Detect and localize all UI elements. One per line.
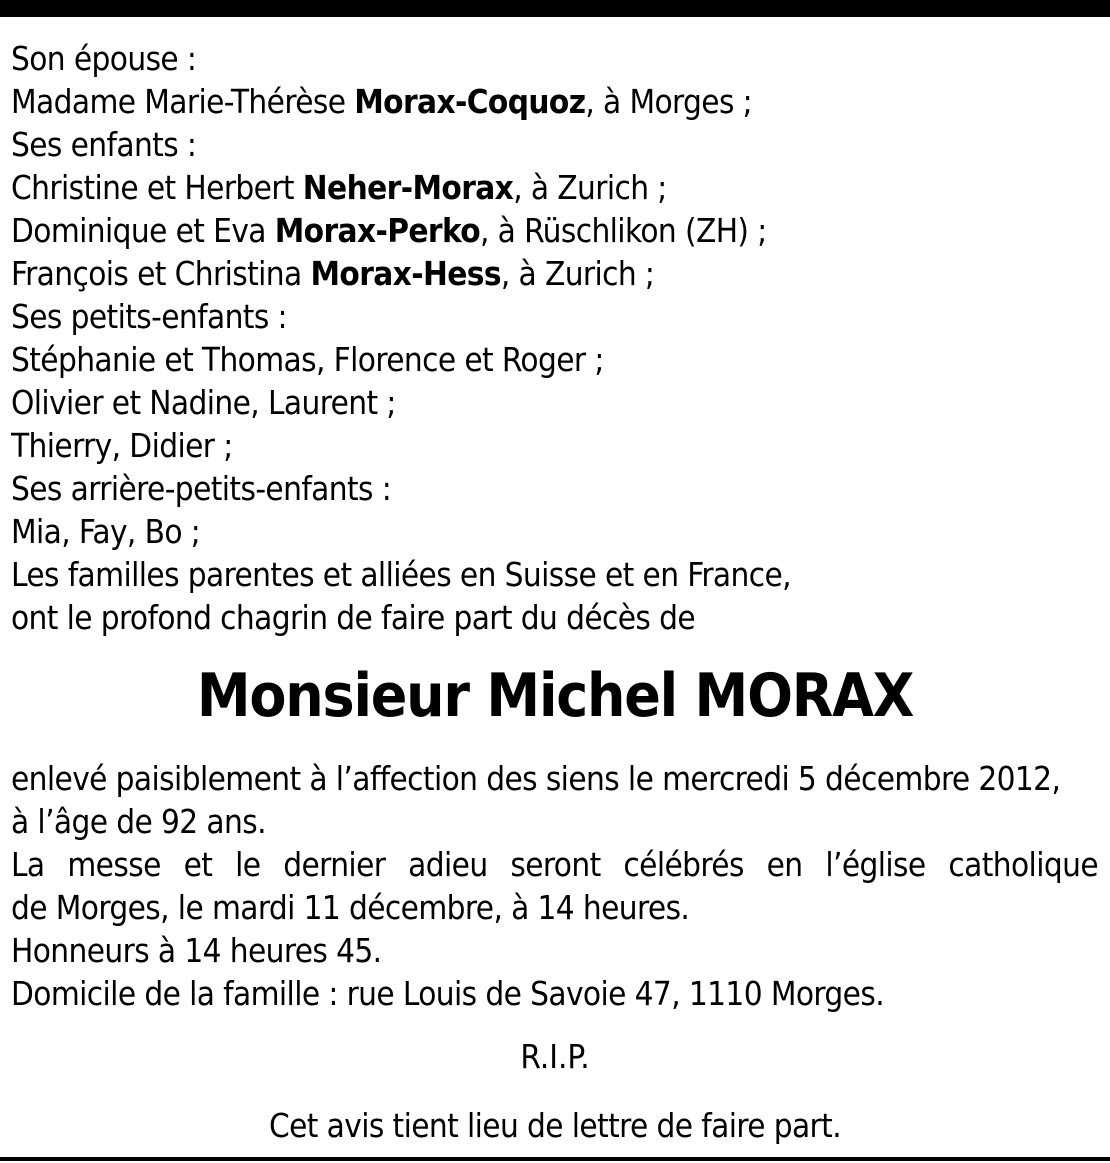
family-line: Mia, Fay, Bo ; (11, 512, 201, 551)
family-line: ont le profond chagrin de faire part du décès de (11, 598, 696, 637)
family-surname: Morax-Perko (274, 211, 481, 250)
family-announcement (11, 37, 1101, 639)
family-surname: Morax-Coquoz (354, 82, 586, 121)
family-line: Stéphanie et Thomas, Florence et Roger ; (11, 340, 604, 379)
family-line: François et Christina Morax-Hess, à Zurich ; (11, 254, 655, 293)
details-line: à l’âge de 92 ans. (11, 802, 266, 841)
family-line: Son épouse : (11, 39, 197, 78)
family-line: Les familles parentes et alliées en Suisse et en France, (11, 555, 791, 594)
details-line: Domicile de la famille : rue Louis de Savoie 47, 1110 Morges. (11, 974, 885, 1013)
rip-text: R.I.P. (520, 1037, 590, 1076)
funeral-details (11, 757, 1098, 1015)
family-line: Olivier et Nadine, Laurent ; (11, 383, 396, 422)
family-line: Ses arrière-petits-enfants : (11, 469, 392, 508)
family-line: Thierry, Didier ; (11, 426, 233, 465)
details-line: Honneurs à 14 heures 45. (11, 931, 382, 970)
family-line: Christine et Herbert Neher-Morax, à Zurich ; (11, 168, 667, 207)
family-line: Madame Marie-Thérèse Morax-Coquoz, à Morges ; (11, 82, 753, 121)
family-line: Dominique et Eva Morax-Perko, à Rüschlikon (ZH) ; (11, 211, 767, 250)
closing-notice: Cet avis tient lieu de lettre de faire part. (268, 1106, 842, 1145)
top-border-rule (0, 0, 1110, 17)
details-line: de Morges, le mardi 11 décembre, à 14 heures. (11, 888, 690, 927)
bottom-border-rule (0, 1157, 1110, 1161)
family-line: Ses petits-enfants : (11, 297, 287, 336)
details-line: enlevé paisiblement à l’affection des siens le mercredi 5 décembre 2012, (11, 759, 1061, 798)
deceased-name-heading: Monsieur Michel MORAX (196, 661, 914, 731)
family-surname: Morax-Hess (310, 254, 501, 293)
family-surname: Neher-Morax (302, 168, 514, 207)
details-line: La messe et le dernier adieu seront célébrés en l’église catholique (11, 845, 1098, 884)
family-line: Ses enfants : (11, 125, 197, 164)
